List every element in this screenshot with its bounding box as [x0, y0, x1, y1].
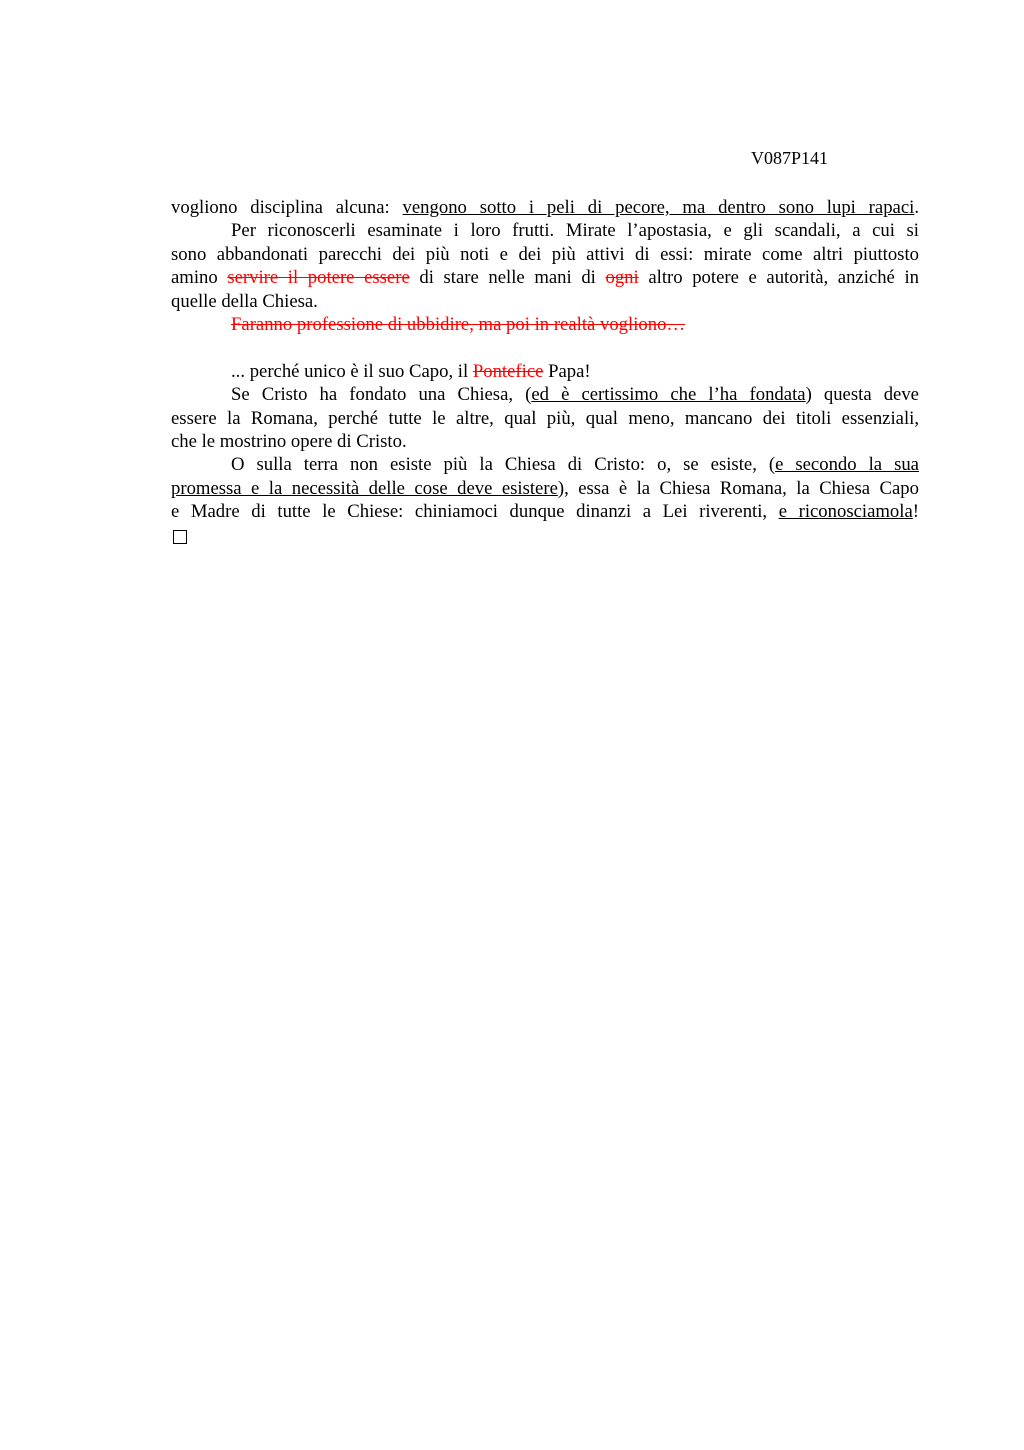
- text-line-6: [171, 313, 919, 336]
- end-mark-line: [171, 524, 919, 550]
- deleted-text: Pontefice: [472, 360, 544, 382]
- text-line-5: quelle della Chiesa.: [171, 290, 318, 312]
- text-line-3: sono abbandonati parecchi dei più noti e dei più attivi di essi: mirate come altri piuttosto: [171, 243, 919, 265]
- blank-line: [171, 336, 919, 359]
- text-line-10: che le mostrino opere di Cristo.: [171, 431, 407, 453]
- document-body: [171, 196, 919, 550]
- deleted-text: ogni: [605, 267, 639, 289]
- underlined-text: promessa e la necessità delle cose deve esistere: [171, 477, 558, 499]
- underlined-text: e riconosciamola: [778, 501, 913, 523]
- text-line-11: O sulla terra non esiste più la Chiesa di Cristo: o, se esiste, (e secondo la sua: [231, 454, 919, 476]
- deleted-text: Faranno professione di ubbidire, ma poi in realtà vogliono…: [231, 314, 686, 336]
- underlined-text: e secondo la sua: [775, 454, 919, 476]
- text-line-4: amino servire il potere essere di stare nelle mani di ogni altro potere e autorità, anziché in: [171, 267, 919, 289]
- text-line-1: vogliono disciplina alcuna: vengono sotto i peli di pecore, ma dentro sono lupi rapaci.: [171, 197, 919, 218]
- text-line-13: e Madre di tutte le Chiese: chiniamoci dunque dinanzi a Lei riverenti, e riconosciamola!: [171, 501, 919, 523]
- underlined-text: vengono sotto i peli di pecore, ma dentro sono lupi rapaci: [402, 197, 915, 218]
- text-line-2: Per riconoscerli esaminate i loro frutti. Mirate l’apostasia, e gli scandali, a cui si: [231, 220, 919, 242]
- text-line-9: essere la Romana, perché tutte le altre, qual più, qual meno, mancano dei titoli essenziali,: [171, 407, 919, 429]
- text-line-7: ... perché unico è il suo Capo, il Pontefice Papa!: [231, 360, 591, 382]
- text-line-8: Se Cristo ha fondato una Chiesa, (ed è certissimo che l’ha fondata) questa deve: [231, 384, 919, 406]
- page-identifier: V087P141: [751, 148, 829, 168]
- text-line-12: promessa e la necessità delle cose deve esistere), essa è la Chiesa Romana, la Chiesa Capo: [171, 477, 919, 499]
- empty-square-icon: [173, 530, 187, 544]
- deleted-text: servire il potere essere: [227, 267, 410, 289]
- underlined-text: ed è certissimo che l’ha fondata: [531, 384, 806, 406]
